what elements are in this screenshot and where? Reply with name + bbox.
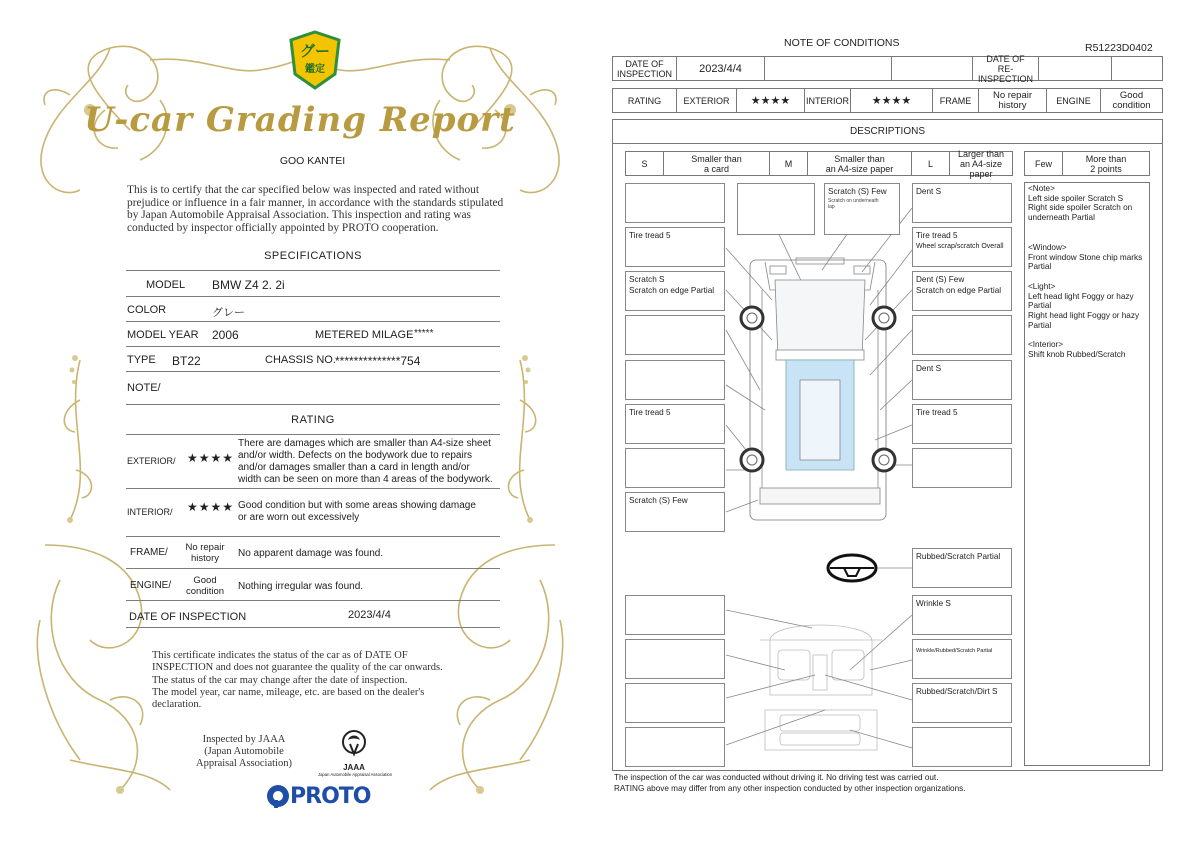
- type-label: TYPE: [127, 354, 156, 366]
- engine-value: Good condition: [1112, 89, 1151, 111]
- date-row: DATE OF INSPECTION 2023/4/4 DATE OF RE-INSPECTION: [612, 56, 1163, 81]
- exterior-stars: ★★★★: [737, 89, 805, 112]
- model-label: MODEL: [146, 279, 186, 291]
- model-year-label: MODEL YEAR: [127, 329, 199, 341]
- jaaa-logo-text: JAAA: [343, 763, 365, 772]
- date-of-inspection-value: 2023/4/4: [677, 57, 765, 80]
- exterior-description: There are damages which are smaller than A4-size sheet and/or width. Defects on the bodywork due to repairs and/or damages smaller than a card in length and/or width can be seen on more than 4 areas of the bodywork.: [238, 438, 493, 485]
- divider: [126, 536, 500, 537]
- frame-label: FRAME/: [130, 547, 168, 558]
- badge-text: グー: [299, 42, 330, 60]
- frame-value: No repair history: [979, 89, 1047, 112]
- rating-title: RATING: [291, 414, 335, 426]
- engine-label: ENGINE/: [130, 580, 172, 591]
- note-box-right-door: Dent S: [912, 360, 1012, 400]
- date-of-inspection-label: DATE OF INSPECTION: [129, 611, 247, 623]
- note-box-left-tire-front: Tire tread 5: [625, 227, 725, 267]
- chassis-value: **************754: [335, 354, 421, 368]
- chassis-label: CHASSIS NO.: [265, 354, 336, 366]
- engine-label: ENGINE: [1047, 89, 1101, 112]
- color-label: COLOR: [127, 304, 167, 316]
- note-box-left-fender: Scratch S Scratch on edge Partial: [625, 271, 725, 311]
- color-value: グレー: [212, 306, 245, 319]
- note-box-rear-left: Scratch (S) Few: [625, 492, 725, 532]
- interior-label: INTERIOR: [805, 89, 851, 112]
- exterior-label: EXTERIOR: [677, 89, 737, 112]
- note-box-empty: [737, 183, 815, 235]
- note-box-empty: [625, 595, 725, 635]
- certificate-title: U-car Grading Report: [84, 100, 516, 140]
- divider: [126, 568, 500, 569]
- note-box-seat-top: Wrinkle S: [912, 595, 1012, 635]
- specifications-title: SPECIFICATIONS: [264, 250, 362, 262]
- divider: [126, 488, 500, 489]
- sheet-footer: The inspection of the car was conducted without driving it. No driving test was carried out. RATING above may differ from any other inspection conducted by other inspection organizations.: [614, 773, 966, 793]
- certificate-disclaimer: This certificate indicates the status of the car as of DATE OF INSPECTION and does not guarantee the quality of the car onwards. The status of the car may change after the date of inspection. The model year, car name, mileage, etc. are based on the dealer's declaration.: [152, 650, 443, 711]
- interior-stars: ★★★★: [187, 500, 235, 514]
- divider: [126, 404, 500, 405]
- certificate-subtitle: GOO KANTEI: [279, 155, 346, 167]
- badge-sub: 鑑定: [305, 64, 325, 75]
- interior-stars: ★★★★: [851, 89, 933, 112]
- frame-value: No repair history: [185, 542, 225, 564]
- note-box-right-tire-front: Tire tread 5 Wheel scrap/scratch Overall: [912, 227, 1012, 267]
- note-box-steering: Rubbed/Scratch Partial: [912, 548, 1012, 588]
- note-box-front-center: Scratch (S) Few Scratch on underneath lap: [824, 183, 900, 235]
- divider: [126, 627, 500, 628]
- note-of-conditions-title: NOTE OF CONDITIONS: [784, 37, 900, 49]
- interior-description: Good condition but with some areas showing damage or are worn out excessively: [238, 500, 476, 523]
- divider: [126, 600, 500, 601]
- note-box-left-tire-rear: Tire tread 5: [625, 404, 725, 444]
- jaaa-emblem-icon: [340, 728, 368, 762]
- proto-logo-text: PROTO: [290, 784, 371, 809]
- type-value: BT22: [172, 354, 201, 368]
- note-box-empty: [625, 448, 725, 488]
- interior-label: INTERIOR/: [127, 507, 173, 517]
- exterior-label: EXTERIOR/: [127, 456, 176, 466]
- note-box-right-tire-rear: Tire tread 5: [912, 404, 1012, 444]
- note-box-empty: [912, 727, 1012, 767]
- note-box-front-right: Dent S: [912, 183, 1012, 223]
- divider: [126, 371, 500, 372]
- frame-label: FRAME: [933, 89, 979, 112]
- exterior-stars: ★★★★: [187, 451, 235, 465]
- note-box-empty: [625, 683, 725, 723]
- note-box-seat-mid: Wrinkle/Rubbed/Scratch Partial: [912, 639, 1012, 679]
- divider: [126, 321, 500, 322]
- note-box-empty: [625, 639, 725, 679]
- mileage-label: METERED MILAGE: [315, 329, 414, 341]
- notes-text: <Note> Left side spoiler Scratch S Right side spoiler Scratch on underneath Partial <Window> Front window Stone chip marks Partial <Light> Left head light Foggy or hazy Partial Right head light Foggy or hazy Partial <Interior> Shift knob Rubbed/Scratch: [1028, 184, 1143, 360]
- note-box-empty: [625, 315, 725, 355]
- note-box-empty: [625, 360, 725, 400]
- certification-intro: This is to certify that the car specified below was inspected and rated without prejudice or influence in a fair manner, in accordance with the standards stipulated by Japan Automobile Appraisal Association. This inspection and rating was conducted by inspector officially appointed by PROTO cooperation.: [127, 184, 504, 234]
- jaaa-caption: Japan Automobile Appraisal Association: [318, 772, 393, 777]
- divider: [126, 346, 500, 347]
- reinspection-label: DATE OF RE-INSPECTION: [973, 57, 1039, 80]
- note-box-right-fender: Dent (S) Few Scratch on edge Partial: [912, 271, 1012, 311]
- divider: [126, 296, 500, 297]
- model-year-value: 2006: [212, 328, 239, 342]
- descriptions-title: DESCRIPTIONS: [849, 126, 925, 137]
- note-box-empty: [912, 448, 1012, 488]
- note-box-empty: [625, 183, 725, 223]
- model-value: BMW Z4 2. 2i: [212, 278, 285, 292]
- size-legend: S Smaller than a card M Smaller than an A4-size paper L Larger than an A4-size paper: [625, 151, 1013, 176]
- engine-value: Good condition: [185, 575, 225, 597]
- divider: [126, 270, 500, 271]
- reference-number: R51223D0402: [1085, 42, 1153, 54]
- note-label: NOTE/: [127, 382, 161, 394]
- note-box-seat-low: Rubbed/Scratch/Dirt S: [912, 683, 1012, 723]
- note-box-empty: [625, 727, 725, 767]
- quantity-legend: Few More than 2 points: [1024, 151, 1150, 176]
- rating-row: [612, 88, 1163, 113]
- note-box-empty: [912, 315, 1012, 355]
- inspected-by: Inspected by JAAA (Japan Automobile Appraisal Association): [196, 734, 292, 769]
- engine-description: Nothing irregular was found.: [238, 581, 364, 592]
- proto-logo-icon: [265, 783, 291, 809]
- rating-label: RATING: [613, 89, 677, 112]
- divider: [126, 434, 500, 435]
- frame-description: No apparent damage was found.: [238, 548, 384, 559]
- mileage-value: *****: [414, 328, 434, 339]
- date-of-inspection-value: 2023/4/4: [348, 609, 391, 621]
